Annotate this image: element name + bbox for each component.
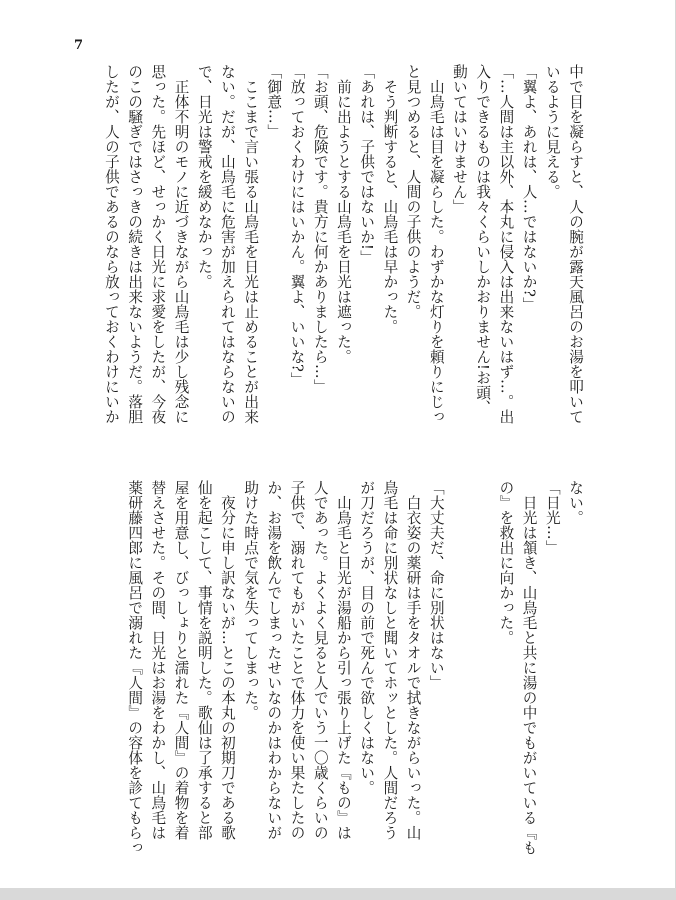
text-line: 「お頭、危険です。貴方に何かありましたら…」 xyxy=(311,64,329,394)
text-line: いるように見える。 xyxy=(543,64,561,199)
window-bottom-edge xyxy=(0,888,676,900)
text-line: 「あれは、子供ではないか!」 xyxy=(358,64,376,266)
text-line: 正体不明のモノに近づきながら山鳥毛は少し残念に xyxy=(172,64,190,424)
text-line: 入りできるものは我々くらいしかおりません!お頭、 xyxy=(474,64,492,416)
text-line: 日光は頷き、山鳥毛と共に湯の中でもがいている『も xyxy=(520,480,538,855)
text-line: 「御意…」 xyxy=(265,64,283,139)
text-column-bottom xyxy=(123,480,587,880)
text-line: ない。 xyxy=(567,480,584,525)
text-line: ここまで言い張る山鳥毛を日光は止めることが出来 xyxy=(242,64,260,424)
text-line: 人であった。よくよく見ると人でいう一〇歳くらいの xyxy=(311,480,329,840)
text-line: 「大丈夫だ、命に別状はない」 xyxy=(427,480,445,690)
text-line: 「放っておくわけにはいかん。翼よ、いいな?」 xyxy=(288,64,306,388)
text-line: 替えさせた。その間、日光はお湯をわかし、山鳥毛は xyxy=(149,480,167,840)
text-line: 動いてはいけません」 xyxy=(450,64,468,214)
text-line: 助けた時点で気を失ってしまった。 xyxy=(242,480,260,720)
blank-line xyxy=(471,480,494,880)
page-number: 7 xyxy=(74,38,84,53)
text-line: 子供で、溺れてもがいたことで体力を使い果たしたの xyxy=(288,480,306,840)
text-line: 「翼よ、あれは、人…ではないか?」 xyxy=(520,64,538,313)
text-line: 中で目を凝らすと、人の腕が露天風呂のお湯を叩いて xyxy=(567,64,584,424)
text-line: が刀だろうが、目の前で死んで欲しくはない。 xyxy=(358,480,376,795)
text-line: ない。だが、山鳥毛に危害が加えられてはならないの xyxy=(218,64,236,424)
text-line: 山鳥毛と日光が湯船から引っ張り上げた『もの』は xyxy=(334,480,352,840)
text-line: 前に出ようとする山鳥毛を日光は遮った。 xyxy=(334,64,352,364)
text-line: 薬研藤四郎に風呂で溺れた『人間』の容体を診てもらっ xyxy=(126,480,144,855)
text-line: の』を救出に向かった。 xyxy=(497,480,515,645)
text-line: で、日光は警戒を緩めなかった。 xyxy=(195,64,213,289)
text-line: 白衣姿の薬研は手をタオルで拭きながらいった。山 xyxy=(404,480,422,840)
text-line: 山鳥毛は目を凝らした。わずかな灯りを頼りにじっ xyxy=(427,64,445,424)
text-line: したが、人の子供であるのなら放っておくわけにいか xyxy=(102,64,120,424)
text-column-top xyxy=(100,64,587,464)
text-line: か、お湯を飲んでしまったせいなのかはわからないが xyxy=(265,480,283,840)
blank-line xyxy=(448,480,471,880)
text-line: 夜分に申し訳ないが…とこの本丸の初期刀である歌 xyxy=(218,480,236,840)
text-line: 「…人間は主以外、本丸に侵入は出来ないはず…。出 xyxy=(497,64,515,424)
text-line: 屋を用意し、びっしょりと濡れた『人間』の着物を着 xyxy=(172,480,190,840)
text-line: 仙を起こして、事情を説明した。歌仙は了承すると部 xyxy=(195,480,213,840)
text-line: 思った。先ほど、せっかく日光に求愛をしたが、今夜 xyxy=(149,64,167,424)
text-line: 「日光…」 xyxy=(543,480,561,555)
text-line: と見つめると、人間の子供のようだ。 xyxy=(404,64,422,319)
text-line: 鳥毛は命に別状なしと聞いてホッとした。人間だろう xyxy=(381,480,399,840)
text-line: のこの騒ぎではさっきの続きは出来ないようだ。落胆 xyxy=(126,64,144,424)
text-line: そう判断すると、山鳥毛は早かった。 xyxy=(381,64,399,334)
